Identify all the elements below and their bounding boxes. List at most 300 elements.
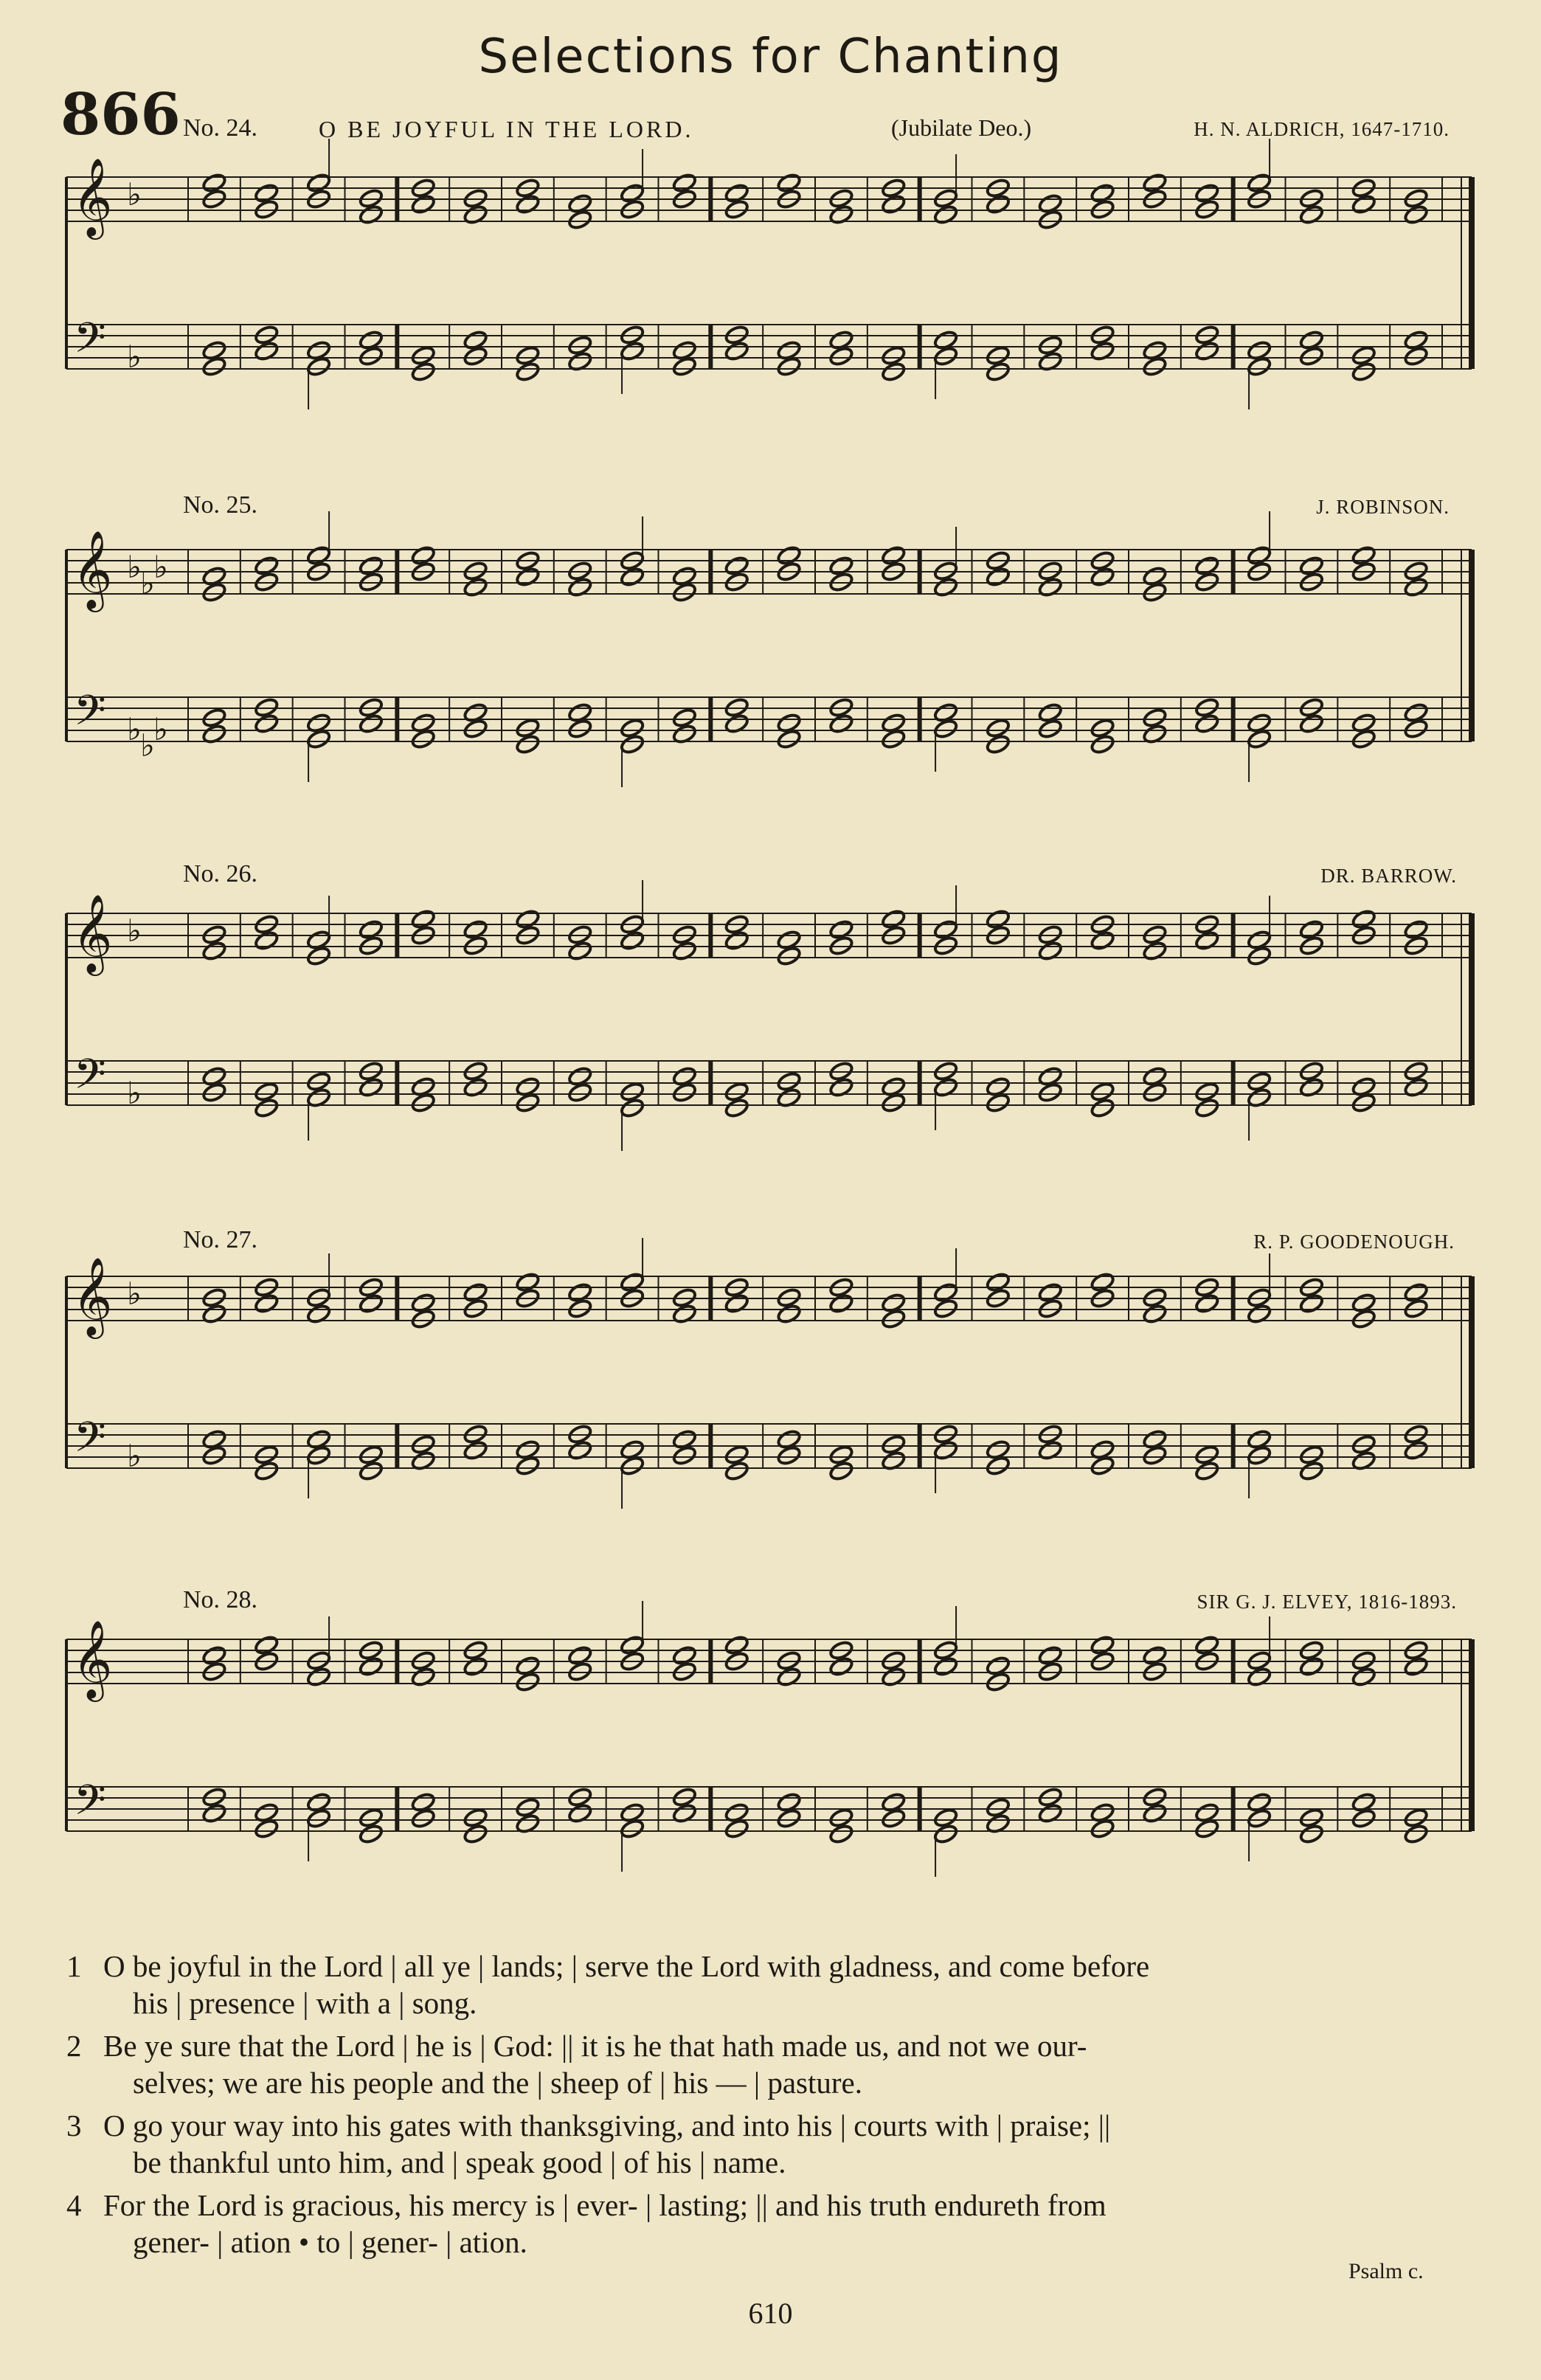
note-head: [828, 1461, 854, 1482]
note-head: [1247, 1304, 1272, 1325]
note-head: [1142, 1304, 1168, 1325]
note-head: [620, 1082, 645, 1103]
verse-line: selves; we are his people and the | sheep of | his — | pasture.: [133, 2066, 862, 2100]
note-head: [1299, 556, 1325, 577]
note-head: [201, 1304, 227, 1325]
note-head: [881, 1667, 907, 1688]
note-head: [828, 556, 854, 577]
note-head: [933, 1282, 959, 1304]
note-head: [724, 1445, 749, 1466]
note-head: [254, 713, 280, 735]
note-head: [1037, 941, 1063, 962]
note-head: [201, 1066, 227, 1087]
note-head: [515, 1093, 541, 1114]
treble-clef: 𝄞: [72, 1256, 113, 1335]
note-head: [410, 1434, 436, 1456]
note-head: [306, 1792, 332, 1813]
note-head: [1247, 930, 1272, 951]
note-head: [933, 1440, 959, 1461]
note-head: [1090, 1272, 1115, 1293]
note-head: [828, 1293, 854, 1315]
note-head: [201, 708, 227, 729]
verse-number: 3: [66, 2109, 82, 2142]
note-head: [1247, 545, 1272, 567]
note-head: [881, 1434, 907, 1456]
note-head: [1299, 1461, 1325, 1482]
note-head: [1142, 566, 1168, 587]
note-head: [1194, 1445, 1220, 1466]
note-head: [1037, 719, 1063, 740]
note-head: [1299, 1445, 1325, 1466]
flat-sign: ♭: [127, 549, 142, 585]
note-head: [567, 577, 593, 598]
note-head: [724, 341, 749, 362]
note-head: [986, 1797, 1011, 1819]
note-head: [620, 1272, 645, 1293]
treble-clef: 𝄞: [72, 1619, 113, 1698]
note-head: [1299, 713, 1325, 735]
note-head: [1090, 930, 1115, 952]
selection-24-composer: H. N. ALDRICH, 1647-1710.: [1194, 118, 1450, 140]
note-head: [1351, 345, 1376, 367]
note-head: [1247, 173, 1272, 194]
note-head: [1403, 330, 1429, 351]
note-head: [620, 183, 645, 204]
note-head: [672, 1082, 698, 1104]
note-head: [1090, 341, 1115, 362]
note-head: [1351, 1293, 1376, 1314]
bass-clef: 𝄢: [74, 1777, 106, 1835]
note-head: [620, 1819, 645, 1840]
verse-line: gener- | ation • to | gener- | ation.: [133, 2225, 527, 2259]
note-head: [620, 930, 645, 952]
note-head: [410, 194, 436, 215]
note-head: [567, 193, 593, 215]
note-head: [1403, 204, 1429, 226]
note-head: [1351, 1309, 1376, 1330]
note-head: [254, 1098, 280, 1119]
flat-sign: ♭: [127, 913, 142, 949]
note-head: [1299, 346, 1325, 367]
note-head: [1247, 729, 1272, 750]
note-head: [1142, 1429, 1168, 1450]
note-head: [1090, 567, 1115, 588]
note-head: [359, 204, 384, 226]
note-head: [1194, 1819, 1220, 1840]
note-head: [567, 1803, 593, 1824]
selection-28-label: No. 28.: [183, 1586, 258, 1613]
note-head: [672, 941, 698, 962]
note-head: [1247, 946, 1272, 967]
note-head: [1194, 1461, 1220, 1482]
note-head: [881, 1309, 907, 1330]
note-head: [410, 1808, 436, 1830]
note-head: [359, 1293, 384, 1315]
note-head: [306, 729, 332, 750]
note-head: [463, 330, 488, 351]
note-head: [201, 582, 227, 603]
note-head: [567, 335, 593, 356]
note-head: [359, 1077, 384, 1099]
note-head: [1299, 919, 1325, 941]
note-head: [776, 1808, 802, 1830]
note-head: [254, 1635, 280, 1656]
bass-clef: 𝄢: [74, 1051, 106, 1109]
note-head: [933, 702, 959, 724]
note-head: [776, 1071, 802, 1093]
note-head: [986, 909, 1011, 930]
note-head: [201, 356, 227, 378]
note-head: [1194, 183, 1220, 204]
note-head: [828, 713, 854, 735]
note-head: [1299, 1808, 1325, 1829]
note-head: [1090, 718, 1115, 739]
note-head: [1142, 356, 1168, 378]
note-head: [254, 930, 280, 952]
verse-number: 2: [66, 2029, 82, 2063]
note-head: [1247, 356, 1272, 378]
note-head: [306, 946, 332, 967]
verses: [66, 1948, 1490, 2266]
note-head: [410, 1293, 436, 1314]
note-head: [986, 718, 1011, 739]
note-head: [567, 941, 593, 962]
note-head: [254, 1461, 280, 1482]
note-head: [1194, 1082, 1220, 1103]
flat-sign: ♭: [127, 1276, 142, 1312]
note-head: [1247, 1667, 1272, 1688]
note-head: [828, 330, 854, 351]
note-head: [1142, 1803, 1168, 1824]
note-head: [828, 1808, 854, 1829]
selection-28-composer: SIR G. J. ELVEY, 1816-1893.: [1197, 1591, 1457, 1613]
note-head: [1351, 909, 1376, 930]
note-head: [410, 1667, 436, 1688]
note-head: [1403, 919, 1429, 941]
note-head: [201, 1445, 227, 1467]
note-head: [410, 1792, 436, 1813]
note-head: [1037, 702, 1063, 724]
note-head: [1142, 582, 1168, 603]
note-head: [1090, 1082, 1115, 1103]
note-head: [986, 734, 1011, 755]
note-head: [986, 1672, 1011, 1693]
note-head: [1403, 346, 1429, 367]
note-head: [620, 1098, 645, 1119]
note-head: [201, 1429, 227, 1450]
note-head: [410, 345, 436, 367]
note-head: [881, 1093, 907, 1114]
note-head: [1194, 930, 1220, 952]
treble-clef: 𝄞: [72, 157, 113, 236]
note-head: [620, 567, 645, 588]
note-head: [1090, 1635, 1115, 1656]
note-head: [776, 545, 802, 567]
note-head: [1403, 577, 1429, 598]
verse-line: be thankful unto him, and | speak good | of his | name.: [133, 2145, 786, 2179]
note-head: [201, 1082, 227, 1104]
note-head: [515, 718, 541, 739]
note-head: [776, 946, 802, 967]
note-head: [828, 919, 854, 941]
note-head: [515, 194, 541, 215]
note-head: [933, 330, 959, 351]
note-head: [254, 1082, 280, 1103]
page-number: 610: [748, 2297, 793, 2330]
bass-clef: 𝄢: [74, 314, 106, 373]
note-head: [828, 1445, 854, 1466]
note-head: [776, 1304, 802, 1325]
note-head: [1142, 1082, 1168, 1104]
note-head: [359, 1656, 384, 1678]
note-head: [567, 719, 593, 740]
note-head: [359, 1445, 384, 1466]
note-head: [1299, 1293, 1325, 1315]
flat-sign: ♭: [127, 1075, 142, 1111]
note-head: [1037, 193, 1063, 215]
note-head: [515, 362, 541, 383]
note-head: [776, 1429, 802, 1450]
note-head: [410, 909, 436, 930]
note-head: [828, 1077, 854, 1099]
note-head: [515, 1656, 541, 1677]
note-head: [463, 1824, 488, 1845]
note-head: [463, 1077, 488, 1099]
note-head: [1351, 194, 1376, 215]
note-head: [567, 1440, 593, 1461]
verse-2: [66, 2027, 1490, 2101]
verse-number: 4: [66, 2188, 82, 2222]
note-head: [1090, 734, 1115, 755]
note-head: [724, 556, 749, 577]
note-head: [724, 1461, 749, 1482]
verse-line: Be ye sure that the Lord | he is | God: || it is he that hath made us, and not we our-: [103, 2029, 1087, 2063]
note-head: [463, 1656, 488, 1678]
note-head: [724, 1819, 749, 1840]
note-head: [1403, 1808, 1429, 1829]
note-head: [1351, 1434, 1376, 1456]
note-head: [776, 1667, 802, 1688]
note-head: [724, 1293, 749, 1315]
note-head: [1351, 729, 1376, 750]
verse-4: [66, 2187, 1490, 2260]
note-head: [986, 194, 1011, 215]
note-head: [933, 204, 959, 226]
note-head: [933, 1656, 959, 1678]
note-head: [881, 1808, 907, 1830]
note-head: [254, 183, 280, 204]
note-head: [724, 1082, 749, 1103]
note-head: [515, 567, 541, 588]
note-head: [1351, 1667, 1376, 1688]
note-head: [567, 1282, 593, 1304]
note-head: [986, 1093, 1011, 1114]
note-head: [410, 362, 436, 383]
note-head: [254, 556, 280, 577]
note-head: [1037, 1645, 1063, 1667]
note-head: [463, 204, 488, 226]
note-head: [881, 729, 907, 750]
note-head: [254, 1445, 280, 1466]
note-head: [359, 713, 384, 735]
verse-line: O be joyful in the Lord | all ye | lands; | serve the Lord with gladness, and come before: [103, 1949, 1150, 1983]
note-head: [933, 919, 959, 941]
note-head: [1351, 362, 1376, 383]
note-head: [776, 1792, 802, 1813]
note-head: [515, 909, 541, 930]
note-head: [672, 356, 698, 378]
note-head: [1351, 1792, 1376, 1813]
note-head: [828, 1824, 854, 1845]
verse-line: O go your way into his gates with thanksgiving, and into his | courts with | praise; ||: [103, 2109, 1111, 2142]
selection-26-composer: DR. BARROW.: [1320, 865, 1457, 887]
note-head: [828, 1656, 854, 1678]
note-head: [1194, 341, 1220, 362]
note-head: [1194, 556, 1220, 577]
note-head: [776, 930, 802, 951]
note-head: [306, 173, 332, 194]
note-head: [515, 1797, 541, 1819]
note-head: [776, 1445, 802, 1467]
flat-sign: ♭: [153, 711, 168, 747]
note-head: [359, 919, 384, 941]
flat-sign: ♭: [127, 176, 142, 212]
note-head: [1299, 1824, 1325, 1845]
selection-24-label: No. 24.: [183, 114, 258, 142]
note-head: [463, 346, 488, 367]
verse-1: [66, 1948, 1490, 2021]
verse-3: [66, 2107, 1490, 2181]
note-head: [306, 356, 332, 378]
note-head: [567, 210, 593, 231]
note-head: [1403, 1824, 1429, 1845]
note-head: [986, 1656, 1011, 1677]
note-head: [986, 567, 1011, 588]
note-head: [933, 1808, 959, 1829]
note-head: [1403, 1440, 1429, 1461]
note-head: [933, 719, 959, 740]
note-head: [254, 1293, 280, 1315]
flat-sign: ♭: [140, 565, 155, 601]
hymn-number: 866: [60, 81, 181, 148]
note-head: [1247, 1429, 1272, 1450]
flat-sign: ♭: [127, 339, 142, 375]
verse-number: 1: [66, 1949, 82, 1983]
note-head: [1090, 1098, 1115, 1119]
note-head: [672, 1803, 698, 1824]
flat-sign: ♭: [153, 549, 168, 585]
note-head: [1403, 702, 1429, 724]
note-head: [828, 204, 854, 226]
note-head: [515, 1272, 541, 1293]
note-head: [1403, 719, 1429, 740]
note-head: [1090, 1456, 1115, 1477]
note-head: [620, 718, 645, 739]
note-head: [567, 1082, 593, 1104]
note-head: [201, 941, 227, 962]
note-head: [672, 173, 698, 194]
note-head: [1090, 1819, 1115, 1840]
note-head: [359, 1808, 384, 1829]
note-head: [776, 173, 802, 194]
note-head: [1351, 1093, 1376, 1114]
treble-clef: 𝄞: [72, 893, 113, 972]
selection-25-composer: J. ROBINSON.: [1316, 496, 1450, 518]
note-head: [986, 1456, 1011, 1477]
note-head: [672, 708, 698, 729]
psalm-reference: Psalm c.: [1348, 2259, 1424, 2283]
note-head: [986, 1272, 1011, 1293]
note-head: [672, 582, 698, 603]
note-head: [881, 545, 907, 567]
note-head: [881, 362, 907, 383]
note-head: [254, 1819, 280, 1840]
note-head: [410, 1309, 436, 1330]
note-head: [567, 1066, 593, 1087]
note-head: [1247, 1071, 1272, 1093]
note-head: [463, 919, 488, 941]
note-head: [672, 1429, 698, 1450]
note-head: [201, 566, 227, 587]
note-head: [620, 1456, 645, 1477]
note-head: [359, 330, 384, 351]
note-head: [724, 1098, 749, 1119]
note-head: [359, 1461, 384, 1482]
note-head: [1194, 713, 1220, 735]
note-head: [463, 719, 488, 740]
note-head: [1037, 1066, 1063, 1087]
note-head: [1037, 335, 1063, 356]
note-head: [515, 1672, 541, 1693]
note-head: [724, 930, 749, 952]
note-head: [620, 341, 645, 362]
note-head: [1037, 577, 1063, 598]
note-head: [410, 545, 436, 567]
note-head: [306, 1304, 332, 1325]
note-head: [463, 702, 488, 724]
note-head: [1090, 183, 1115, 204]
note-head: [306, 1071, 332, 1093]
note-head: [254, 341, 280, 362]
note-head: [724, 1635, 749, 1656]
note-head: [463, 577, 488, 598]
note-head: [986, 345, 1011, 367]
bass-clef: 𝄢: [74, 1414, 106, 1472]
note-head: [463, 1282, 488, 1304]
selection-27-label: No. 27.: [183, 1226, 258, 1253]
note-head: [724, 183, 749, 204]
note-head: [1142, 941, 1168, 962]
note-head: [1037, 1803, 1063, 1824]
note-head: [881, 345, 907, 367]
note-head: [1247, 1808, 1272, 1830]
note-head: [1299, 330, 1325, 351]
note-head: [1194, 1293, 1220, 1315]
selection-24-title: O BE JOYFUL IN THE LORD.: [319, 116, 694, 142]
selection-26-label: No. 26.: [183, 860, 258, 888]
note-head: [776, 356, 802, 378]
note-head: [881, 909, 907, 930]
note-head: [567, 702, 593, 724]
note-head: [1299, 1077, 1325, 1099]
note-head: [986, 362, 1011, 383]
note-head: [359, 346, 384, 367]
note-head: [1142, 1645, 1168, 1667]
bass-clef: 𝄢: [74, 687, 106, 745]
note-head: [1142, 1066, 1168, 1087]
note-head: [1194, 1098, 1220, 1119]
note-head: [201, 173, 227, 194]
